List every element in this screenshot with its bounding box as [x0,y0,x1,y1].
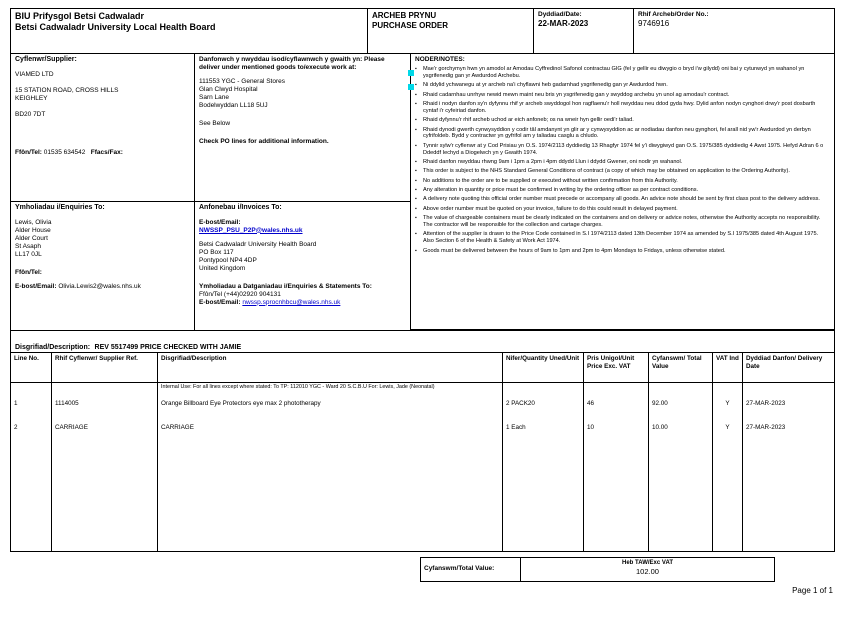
bullet-icon: ▪ [415,177,417,184]
deliver-address-line: 111553 YGC - General Stores [199,78,285,85]
note-item [415,178,829,185]
cell-empty [158,447,503,551]
supplier-address [15,71,190,119]
note-item [415,196,829,203]
statements-email-row [199,299,406,307]
supplier-address-line: 15 STATION ROAD, CROSS HILLS [15,86,119,94]
bullet-icon: ▪ [415,187,417,194]
cell-empty [584,447,649,551]
enquiries-address-line: Alder Court [15,234,48,242]
cell-empty [649,383,713,399]
supplier-address-line: BD20 7DT [15,110,46,118]
note-item [415,143,829,157]
bullet-icon: ▪ [415,91,417,98]
enquiries-phone-label: Ffôn/Tel: [15,268,42,276]
note-text: Rhaid i nodyn danfon sy'n dyfynnu rhif yr archeb swyddogol hon ragflaenu'r holl nwyddau neu ddod gyda hwy. Dylid anfon nodyn cynghori drwy'r post dosbarth cyntaf i'r cyfeiriad danfon. [423,100,816,114]
internal-use-note: Internal Use: For all lines except where stated: To TP: 112010 YGC - Ward 20 S.C.B.U For: Lewis, Jade (Neonatal) [158,383,503,399]
description-value: REV 5517499 PRICE CHECKED WITH JAMIE [94,344,242,351]
totals-label: Cyfanswm/Total Value: [421,558,521,581]
table-header-row [11,353,834,383]
cell-description: Orange Billboard Eye Protectors eye max 2 phototherapy [158,399,503,423]
spacer [15,259,190,269]
deliver-address-line: Bodelwyddan LL18 5UJ [199,102,268,109]
cell-unit-price: 46 [584,399,649,423]
bullet-icon: ▪ [415,168,417,175]
column-header: VAT Ind [713,353,743,383]
cell-empty [11,383,52,399]
note-text: Rhaid danfon nwyddau rhwng 9am i 1pm a 2pm i 4pm ddydd Llun i ddydd Gwener, oni nodir yn wahanol. [423,158,683,165]
description-row [10,330,835,353]
enquiries-address [15,219,190,259]
bullet-icon: ▪ [415,142,417,149]
note-item [415,187,829,194]
supplier-fax-label: Ffacs/Fax: [90,148,123,156]
supplier-address-line [15,79,190,87]
bullet-icon: ▪ [415,231,417,238]
supplier-phone-label: Ffôn/Tel: [15,148,42,156]
document-title-cell [367,8,534,54]
note-text: Rhaid cadarnhau unrhyw newid mewn maint neu bris yn ysgrifenedig gan y swyddog archebu yn unol ag amodau'r contract. [423,91,730,98]
enquiries-box [10,201,195,331]
supplier-phone-value: 01535 634542 [43,148,86,156]
table-row [11,399,834,423]
note-item [415,127,829,141]
note-text: Ni ddylid ychwanegu at yr archeb na'i chyflawni heb gadarnhad ysgrifenedig gan yr Awdurdod hwn. [423,82,668,89]
cell-unit-price: 10 [584,423,649,447]
bullet-icon: ▪ [415,158,417,165]
invoices-email-link[interactable]: NWSSP_PSU_P2P@wales.nhs.uk [199,226,303,234]
note-item [415,117,829,124]
deliver-to-label: Danfonwch y nwyddau isod/cyflawnwch y gwaith yn: Please deliver under mentioned goods to/execute work at: [199,56,385,71]
note-text: Mae'r gorchymyn hwn yn amodol ar Amodau Cyffredinol Safonol contractau GIG (fel y gellir eu diwygio o bryd i'w gilydd) oni bai y cytunwyd yn wahanol yn ysgrifenedig gan yr Awdurdod Archebu. [423,66,805,79]
cell-delivery-date: 27-MAR-2023 [746,424,786,431]
cell-empty [503,447,584,551]
column-header: Line No. [11,353,52,383]
highlight-annotation-icon [408,70,414,76]
cell-delivery-date: 27-MAR-2023 [746,400,786,407]
cell-empty [743,383,834,399]
note-item [415,159,829,166]
table-filler-row [11,447,834,551]
notes-label: NODER/NOTES: [415,56,465,63]
cell-supplier-ref: 1114005 [52,399,158,423]
note-item [415,66,829,80]
bullet-icon: ▪ [415,66,417,72]
bullet-icon: ▪ [415,126,417,133]
column-header: Disgrifiad/Description [158,353,503,383]
enquiries-address-line: Lewis, Olivia [15,218,52,226]
enquiries-email-row [15,283,190,291]
invoices-email-label: E-bost/Email: [199,218,241,226]
enquiries-address-line: St Asaph [15,242,42,250]
invoices-address-line: United Kingdom [199,264,246,272]
note-item [415,206,829,213]
order-number-label: Rhif Archeb/Order No.: [638,11,709,18]
cell-empty [503,383,584,399]
note-text: This order is subject to the NHS Standard General Conditions of contract (a copy of which may be obtained on application to the Ordering Authority). [423,168,790,175]
invoices-address-line: Pontypool NP4 4DP [199,256,257,264]
supplier-address-line: VIAMED LTD [15,70,54,78]
supplier-address-line [15,103,190,111]
statements-phone: Ffôn/Tel (+44)02920 904131 [199,290,281,298]
note-text: Goods must be delivered between the hours of 9am to 1pm and 2pm to 4pm Mondays to Fridays, unless otherwise stated. [423,247,726,254]
enquiries-address-line: LL17 0JL [15,250,42,258]
bullet-icon: ▪ [415,100,417,107]
bullet-icon: ▪ [415,205,417,212]
enquiries-email-link[interactable]: Olivia.Lewis2@wales.nhs.uk [58,282,141,290]
doc-title-english: PURCHASE ORDER [372,21,449,30]
cell-quantity: 2 PACK20 [503,399,584,423]
column-header: Dyddiad Danfon/ Delivery Date [743,353,834,383]
page-number: Page 1 of 1 [792,586,833,595]
cell-supplier-ref: CARRIAGE [52,423,158,447]
table-body [11,399,834,447]
supplier-label: Cyflenwr/Supplier: [15,56,77,63]
table-row [11,423,834,447]
highlight-annotation-icon [408,84,414,90]
cell-quantity: 1 Each [503,423,584,447]
enquiries-address-line: Alder House [15,226,51,234]
notes-list [415,66,829,254]
spacer [199,128,406,138]
bullet-icon: ▪ [415,215,417,222]
note-item [415,231,829,245]
note-item [415,82,829,89]
cell-total-value: 92.00 [649,399,713,423]
bullet-icon: ▪ [415,82,417,89]
doc-title-welsh: ARCHEB PRYNU [372,11,437,20]
cell-empty [52,447,158,551]
spacer [199,273,406,283]
enquiries-phone-row [15,269,190,277]
note-text: Rhaid dynodi gwerth cynwysyddion y codir tâl amdanynt yn glir ar y cynwysyddion ac ar nodiadau danfon neu gynghori, fel arall nid yw'r Awdurdod yn derbyn cyfrifoldeb. Bydd y contractwr yn gyfrifol am y taliadau casglu a chludo. [423,126,811,140]
order-number-cell [633,8,835,54]
date-value: 22-MAR-2023 [538,19,589,28]
statements-email-label: E-bost/Email: [199,298,241,306]
exc-vat-label: Heb TAW/Exc VAT [621,560,673,566]
note-text: The value of chargeable containers must be clearly indicated on the containers and on delivery or advice notes, otherwise the Authority accepts no responsibility. The contractor will be responsible for the collection and cartage charges. [423,215,821,229]
check-po-lines-note: Check PO lines for additional information. [199,138,329,145]
supplier-phone-row [15,149,190,157]
totals-box [420,557,775,582]
date-label: Dyddiad/Date: [538,11,582,18]
notes-box [410,53,835,330]
enquiries-label: Ymholiadau i/Enquiries To: [15,204,105,211]
total-value: 102.00 [636,567,659,576]
invoices-address [199,241,406,273]
invoices-address-line: PO Box 117 [199,248,234,256]
cell-empty [713,383,743,399]
note-text: Tynnir sylw'r cyflenwr at y Cod Prisiau yn O.S. 1974/2113 dyddiedig 13 Rhagfyr 1974 fel y'i diwygiwyd gan O.S. 1975/385 dyddiedig 4 Awst 1975. Hefyd Adran 6 o Ddeddf Iechyd a Diogelwch yn y Gwaith 1974. [423,142,824,156]
bullet-icon: ▪ [415,247,417,254]
cell-line-no: 2 [11,423,52,447]
cell-empty [52,383,158,399]
cell-vat-ind: Y [713,399,743,423]
note-item [415,248,829,255]
column-header: Nifer/Quantity Uned/Unit [503,353,584,383]
column-header: Pris Unigol/Unit Price Exc. VAT [584,353,649,383]
supplier-address-line: KEIGHLEY [15,94,48,102]
internal-use-row [11,383,834,399]
statements-email-link[interactable]: nwssp.sprocnhbcu@wales.nhs.uk [242,298,341,306]
note-item [415,215,829,229]
invoices-box [194,201,411,331]
org-name-english: Betsi Cadwaladr University Local Health Board [15,22,216,32]
deliver-address-line: Sarn Lane [199,94,229,101]
order-lines-table [10,352,835,552]
column-header: Cyfanswm/ Total Value [649,353,713,383]
cell-vat-ind: Y [713,423,743,447]
cell-description: CARRIAGE [158,423,503,447]
totals-value-cell [521,558,774,581]
note-text: Any alteration in quantity or price must be confirmed in writing by the ordering officer as per contract conditions. [423,187,699,194]
enquiries-email-label: E-bost/Email: [15,282,57,290]
invoices-label: Anfonebau i/Invoices To: [199,204,282,211]
deliver-to-address [199,78,406,110]
note-text: Rhaid dyfynnu'r rhif archeb uchod ar eich anfoneb; os na wneir hyn gellir oedi'r taliad. [423,117,634,124]
cell-total-value: 10.00 [649,423,713,447]
note-text: No additions to the order are to be supplied or executed without written confirmation from this Authority. [423,177,678,184]
note-item [415,168,829,175]
see-below-text: See Below [199,120,231,127]
spacer [199,110,406,120]
deliver-address-line: Glan Clwyd Hospital [199,86,258,93]
order-number-value: 9746916 [638,19,670,28]
note-item [415,92,829,99]
note-text: A delivery note quoting this official order number must precede or accompany all goods. An advice note should be sent by first class post to the delivery address. [423,196,820,203]
deliver-to-box [194,53,411,202]
cell-empty [649,447,713,551]
org-header-cell [10,8,368,54]
cell-empty [584,383,649,399]
note-item [415,101,829,115]
cell-line-no: 1 [11,399,52,423]
bullet-icon: ▪ [415,196,417,203]
cell-empty [713,447,743,551]
description-label: Disgrifiad/Description: [15,344,91,351]
date-cell [533,8,634,54]
statements-label: Ymholiadau a Datganiadau i/Enquiries & Statements To: [199,282,372,290]
note-text: Attention of the supplier is drawn to the Price Code contained in S.I 1974/2113 dated 13th December 1974 as amended by S.I 1975/385 dated 4th August 1975. Also Section 6 of the Health & Safety at Work Act 1974. [423,231,819,245]
supplier-box [10,53,195,202]
bullet-icon: ▪ [415,117,417,124]
cell-empty [11,447,52,551]
purchase-order-document [10,8,835,610]
note-text: Above order number must be quoted on your invoice, failure to do this could result in delayed payment. [423,205,678,212]
invoices-address-line: Betsi Cadwaladr University Health Board [199,240,317,248]
column-header: Rhif Cyflenwr/ Supplier Ref. [52,353,158,383]
org-name-welsh: BIU Prifysgol Betsi Cadwaladr [15,11,145,21]
cell-empty [743,447,834,551]
